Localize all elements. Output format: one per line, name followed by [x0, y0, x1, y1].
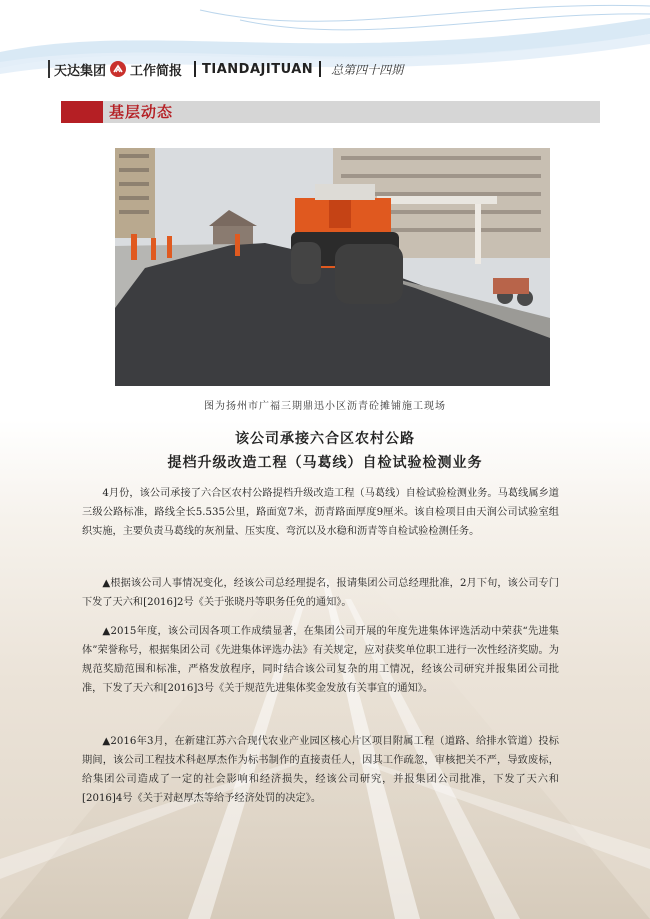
construction-site-photo — [115, 148, 550, 386]
article-paragraph: 4月份，该公司承接了六合区农村公路提档升级改造工程（马葛线）自检试验检测业务。马葛线属乡道三级公路标准，路线全长5.535公里，路面宽7米，沥青路面厚度9厘米。该自检项目由天润公司试验室组织实施，主要负责马葛线的灰剂量、压实度、弯沉以及水稳和沥青等自检试验检测任务。 — [82, 488, 559, 537]
header-separator — [319, 61, 321, 77]
header-english-name: TIANDAJITUAN — [202, 61, 314, 77]
header-issue-number: 总第四十四期 — [331, 62, 404, 77]
article-paragraph: ▲2016年3月，在新建江苏六合现代农业产业园区核心片区项目附属工程（道路、给排水管道）投标期间，该公司工程技术科赵厚杰作为标书制作的直接责任人，因其工作疏忽，审核把关不严，导致废标，给集团公司造成了一定的社会影响和经济损失，经该公司研究，并报集团公司批准，下发了天六和[2016]4号《关于对赵厚杰等给予经济处罚的决定》。 — [82, 736, 559, 804]
header-wave-decoration — [0, 0, 650, 96]
page-header — [48, 58, 403, 80]
header-brand: 天达集团 — [54, 63, 107, 79]
section-red-block — [61, 101, 103, 123]
company-logo-icon — [110, 61, 126, 77]
photo-caption: 图为扬州市广福三期鼎迅小区沥青砼摊铺施工现场 — [204, 401, 446, 412]
article-title-line-1: 该公司承接六合区农村公路 — [235, 431, 415, 447]
article-title-line-2: 提档升级改造工程（马葛线）自检试验检测业务 — [167, 455, 483, 471]
header-brief-title: 工作简报 — [130, 63, 183, 79]
section-header-bar — [61, 101, 600, 123]
article-paragraph: ▲根据该公司人事情况变化，经该公司总经理提名，报请集团公司总经理批准，2月下旬，该公司专门下发了天六和[2016]2号《关于张晓丹等职务任免的通知》。 — [82, 578, 559, 608]
header-separator — [194, 61, 196, 77]
article-paragraph: ▲2015年度，该公司因各项工作成绩显著，在集团公司开展的年度先进集体评选活动中荣获“先进集体”荣誉称号，根据集团公司《先进集体评选办法》有关规定，应对获奖单位职工进行一次性经济奖励。为规范奖励范围和标准，严格发放程序，同时结合该公司复杂的用工情况，经该公司研究并报集团公司批准，下发了天六和[2016]3号《关于规范先进集体奖金发放有关事宜的通知》。 — [82, 626, 559, 694]
header-left-bar — [48, 60, 50, 78]
section-title: 基层动态 — [109, 103, 174, 121]
